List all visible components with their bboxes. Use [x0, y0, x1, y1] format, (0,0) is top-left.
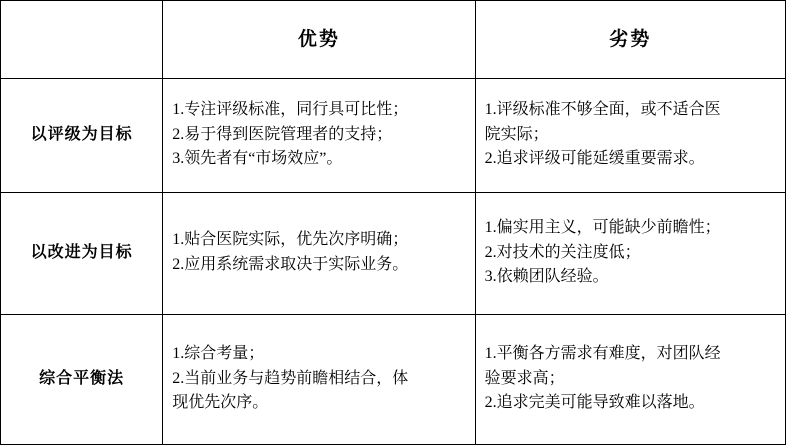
row-label-improvement-goal: 以改进为目标: [1, 193, 163, 315]
table-row: [1, 79, 786, 193]
cell-improvement-goal-disadvantages: [475, 193, 785, 315]
table-row: [1, 193, 786, 315]
cell-line: 2.易于得到医院管理者的支持；: [172, 125, 393, 143]
cell-improvement-goal-advantages: [163, 193, 475, 315]
cell-rating-goal-advantages: [163, 79, 475, 193]
cell-line: 1.专注评级标准，同行具可比性；: [172, 100, 409, 118]
cell-line: 2.应用系统需求取决于实际业务。: [172, 256, 409, 273]
cell-balanced-method-advantages: [163, 315, 475, 445]
cell-line: 2.当前业务与趋势前瞻相结合，体: [172, 369, 409, 387]
cell-line: 2.追求完美可能导致难以落地。: [484, 394, 705, 412]
cell-balanced-method-disadvantages: [475, 315, 785, 445]
row-label-rating-goal: 以评级为目标: [1, 79, 163, 193]
cell-line: 3.领先者有“市场效应”。: [172, 150, 343, 168]
cell-line: 2.追求评级可能延缓重要需求。: [484, 150, 705, 168]
cell-rating-goal-disadvantages: [475, 79, 785, 193]
cell-line: 2.对技术的关注度低；: [484, 243, 641, 261]
cell-line: 现优先次序。: [172, 394, 269, 412]
cell-line: 3.依赖团队经验。: [484, 268, 609, 286]
cell-line: 1.综合考量；: [172, 344, 265, 362]
cell-line: 1.平衡各方需求有难度，对团队经: [484, 344, 721, 362]
table-corner-cell: [1, 1, 163, 79]
cell-line: 1.偏实用主义，可能缺少前瞻性；: [484, 218, 721, 236]
table-header-row: [1, 1, 786, 79]
cell-line: 院实际；: [484, 125, 549, 143]
row-label-balanced-method: 综合平衡法: [1, 315, 163, 445]
cell-line: 验要求高；: [484, 369, 565, 387]
column-header-disadvantages: 劣势: [475, 1, 785, 79]
table-row: [1, 315, 786, 445]
cell-line: 1.评级标准不够全面，或不适合医: [484, 100, 721, 118]
cell-line: 1.贴合医院实际，优先次序明确；: [172, 231, 409, 249]
column-header-advantages: 优势: [163, 1, 475, 79]
